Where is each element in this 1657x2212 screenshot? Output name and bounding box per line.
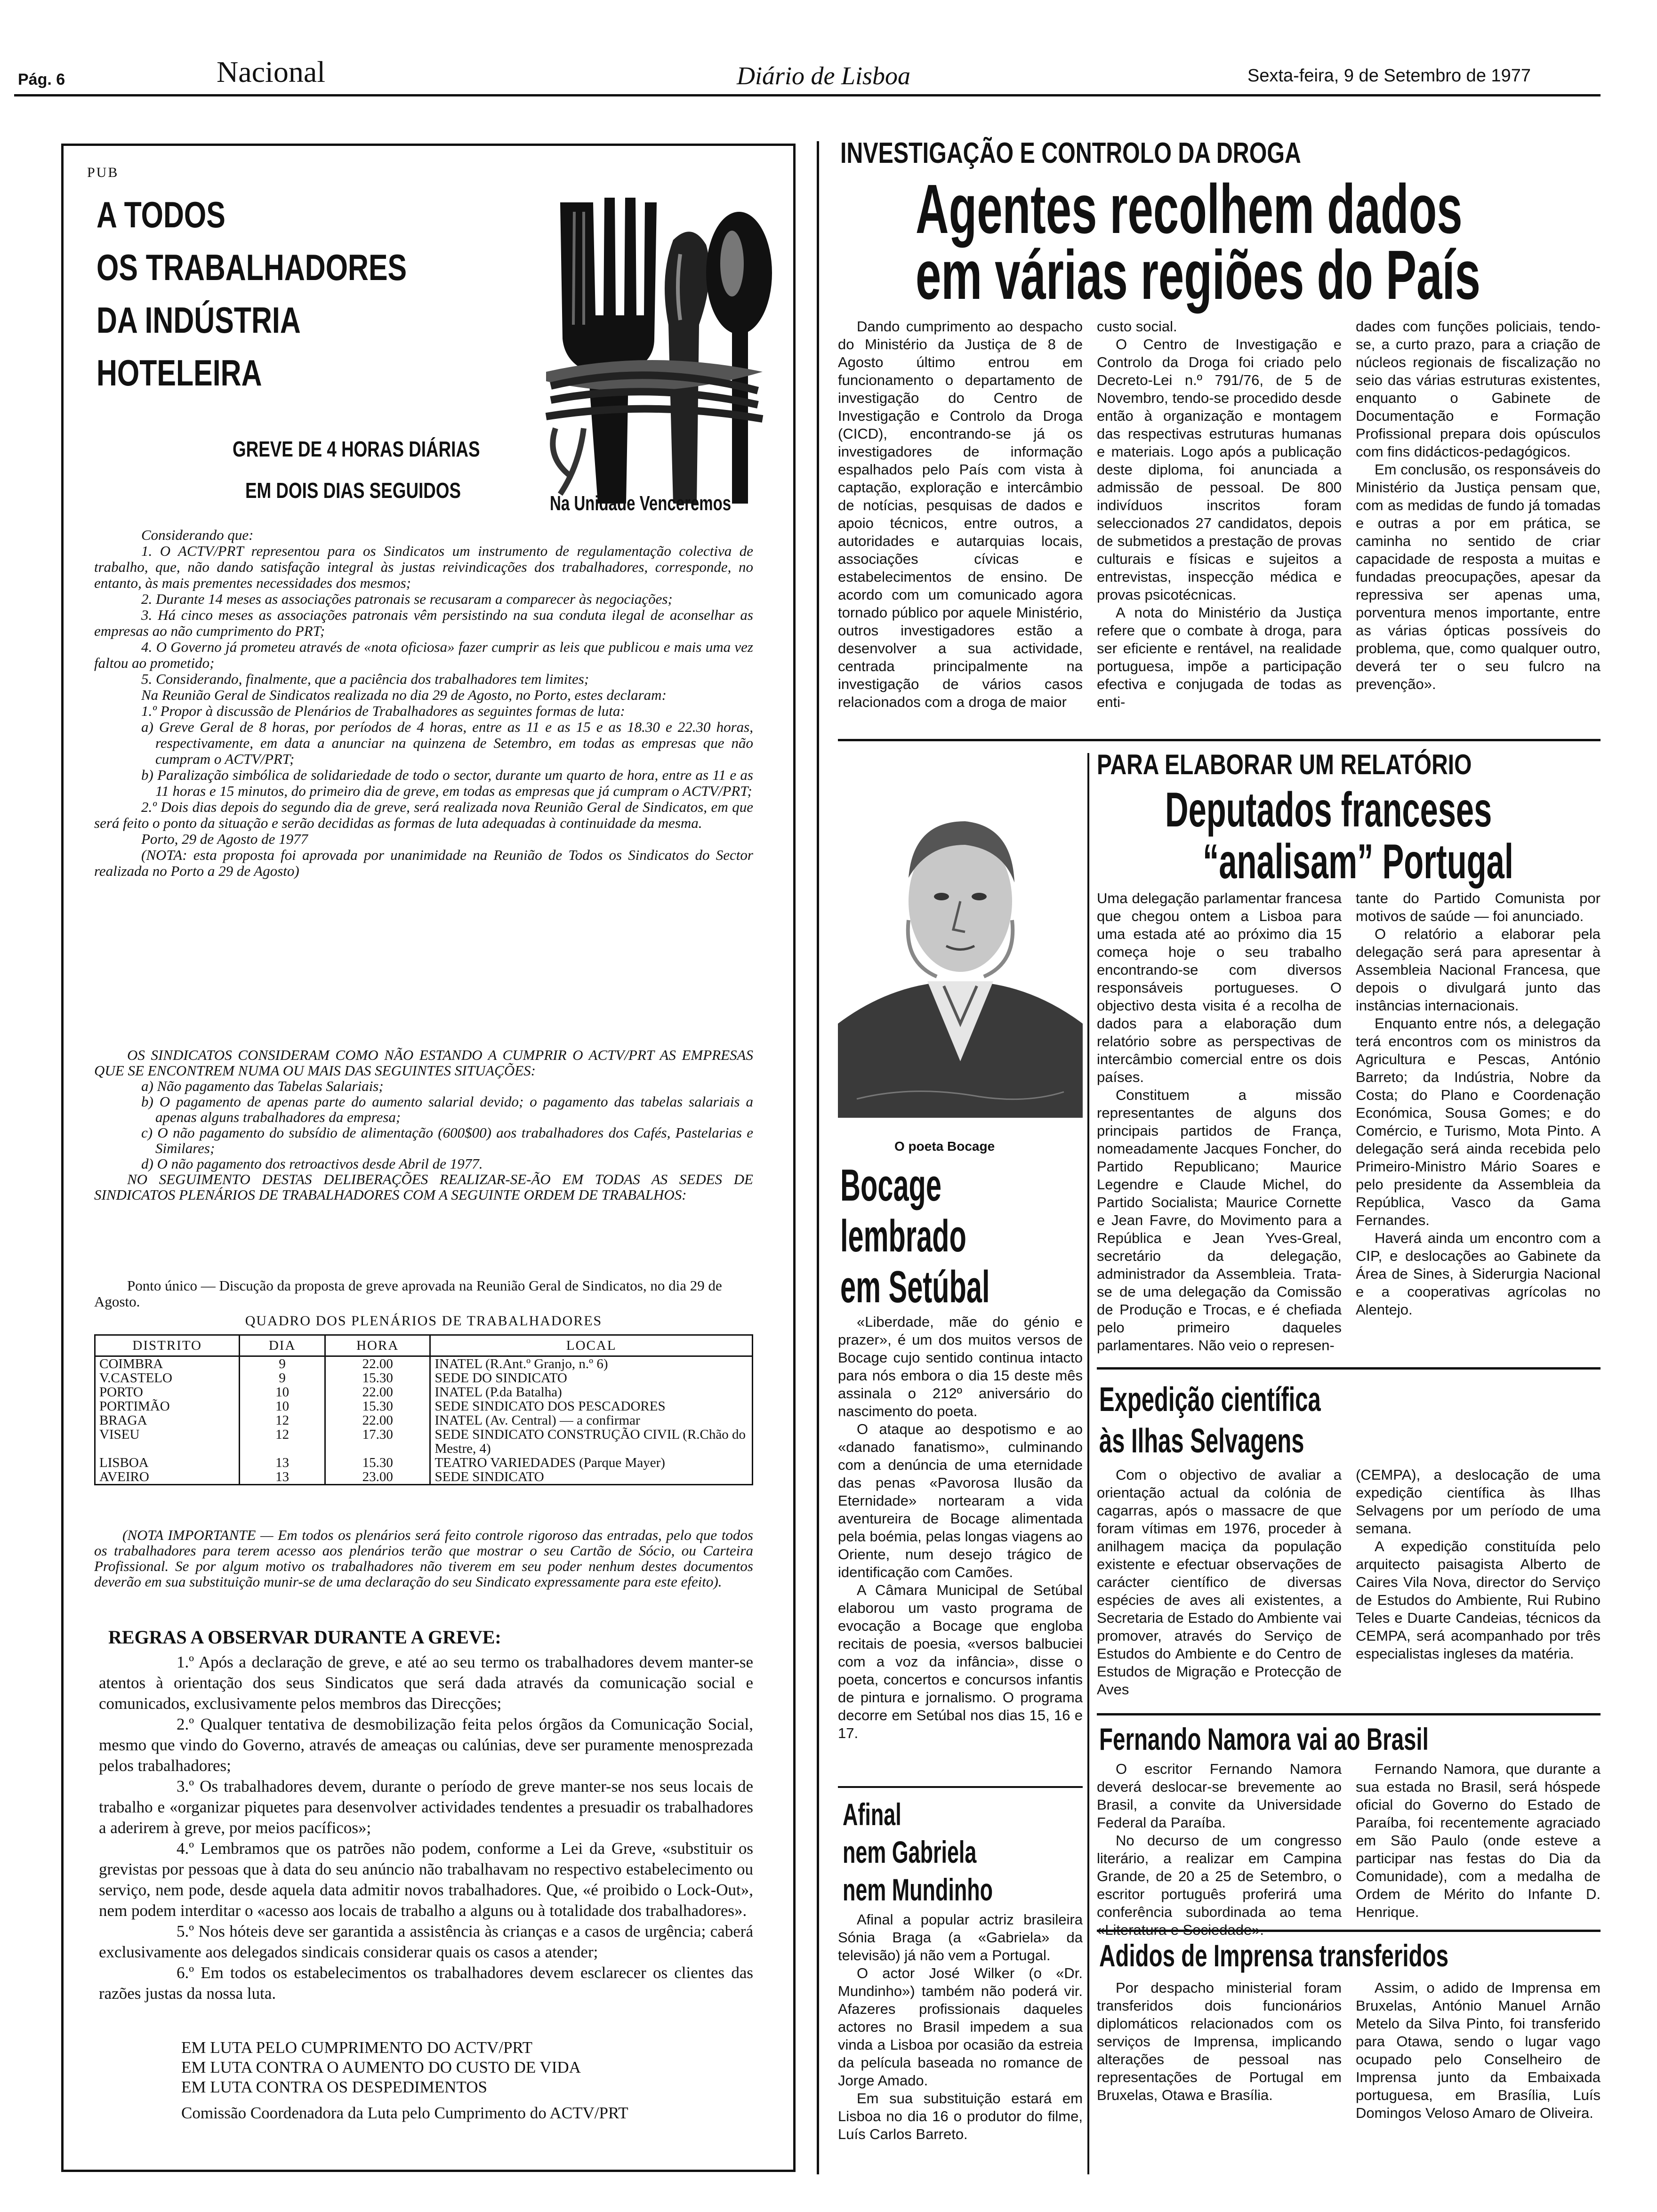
selvagens-title (1099, 1379, 1425, 1462)
adidos-col-1 (1097, 1979, 1342, 2104)
cell-dia: 9 (240, 1371, 325, 1385)
page-number: Pág. 6 (18, 71, 65, 88)
regra-item: 2.º Qualquer tentativa de desmobilização feita pelos órgãos da Comunicação Social, mesmo que vindo do Governo, através de ameaças ou calúnias, deve ser puramente menosprezada pelos trabalhadores; (99, 1715, 753, 1775)
plenarios-table (94, 1334, 753, 1485)
cell-local: SEDE SINDICATO (430, 1470, 753, 1485)
cell-distrito: BRAGA (95, 1413, 240, 1427)
considerando-item: (NOTA: esta proposta foi aprovada por unanimidade na Reunião de Todos os Sindicatos do Sector realizada no Porto a 29 de Agosto) (94, 847, 753, 879)
selvagens-rule (1097, 1713, 1601, 1715)
deputados-col-2 (1356, 890, 1601, 1319)
regra-item: 6.º Em todos os estabelecimentos os trabalhadores devem esclarecer os clientes das razões justas da nossa luta. (99, 1964, 753, 2003)
drug-paragraph: O Centro de Investigação e Controlo da Droga foi criado pelo Decreto-Lei n.º 791/76, de 5 de Novembro, tendo-se procedido desde então à organização e montagem das respectivas estruturas humanas e materiais. Logo após a publicação deste diploma, foi anunciada a admissão de pessoal. De 800 indivíduos inscritos foram seleccionados 27 candidatos, depois de submetidos a prestação de provas culturais e físicas e sujeitos a entrevistas, inspecção médica e provas psicotécnicas. (1097, 336, 1342, 603)
cell-hora: 15.30 (325, 1399, 430, 1413)
namora-title: Fernando Namora vai ao Brasil (1099, 1722, 1429, 1756)
cell-distrito: VISEU (95, 1427, 240, 1456)
situacao-item: a) Não pagamento das Tabelas Salariais; (141, 1078, 384, 1094)
considerando-item: a) Greve Geral de 8 horas, por períodos de 4 horas, entre as 11 e as 15 e as 18.30 e 22.30 horas, respectivamente, em data a anunciar na quinzena de Setembro, em todas as empresas que não cumpram o ACTV/PRT; (141, 719, 753, 767)
cell-local: INATEL (P.da Batalha) (430, 1385, 753, 1399)
nota-importante: (NOTA IMPORTANTE — Em todos os plenários será feito controle rigoroso das entradas, pelo que todos os trabalhadores para terem acesso aos plenários terão que mostrar o seu Cartão de Sócio, ou Carteira Profissional. Se por algum motivo os trabalhadores não tiverem em seu poder nenhum destes documentos deverão em sua substituição munir-se de uma declaração do seu Sindicato expressamente para este efeito). (94, 1527, 753, 1590)
drug-paragraph: Em conclusão, os responsáveis do Ministério da Justiça pensam que, com as medidas de fundo já tomadas e outras a por em prática, se caminha no sentido de criar capacidade de resposta a muitas e fundadas preocupações, apesar da repressiva ser apenas uma, porventura menos importante, entre as várias ópticas possíveis do problema, que, como qualquer outro, deverá ter o seu fulcro na prevenção». (1356, 461, 1601, 692)
table-row (95, 1399, 753, 1413)
drug-paragraph: A nota do Ministério da Justiça refere que o combate à droga, para ser eficiente e rentável, na realidade portuguesa, impõe a participação efectiva e conjugada de todas as enti- (1097, 604, 1342, 710)
strike-line: EM DOIS DIAS SEGUIDOS (245, 478, 461, 503)
ad-headline-line: DA INDÚSTRIA (97, 299, 301, 341)
table-row (95, 1427, 753, 1456)
drug-col-1 (838, 318, 1083, 711)
regra-item: 4.º Lembramos que os patrões não podem, conforme a Lei da Greve, «substituir os grevistas por pessoas que à data do seu anúncio não trabalhavam no respectivo estabelecimento ou serviço, nem pode, desde aquela data admitir novos trabalhadores. Que, «é proibido o Lock-Out», nem podem interditar o «acesso aos locais de trabalho a alguns ou à totalidade dos trabalhadores». (99, 1839, 753, 1920)
deputados-title-line1: Deputados franceses (1165, 783, 1492, 837)
cell-distrito: LISBOA (95, 1456, 240, 1470)
deputados-rule (1097, 1367, 1601, 1370)
deputados-kicker: PARA ELABORAR UM RELATÓRIO (1097, 749, 1472, 780)
gabriela-paragraph: Afinal a popular actriz brasileira Sónia Braga (a «Gabriela» da televisão) já não vem a Portugal. (838, 1911, 1083, 1964)
table-title: QUADRO DOS PLENÁRIOS DE TRABALHADORES (245, 1313, 603, 1329)
column-divider (817, 141, 819, 2174)
strike-line: GREVE DE 4 HORAS DIÁRIAS (233, 437, 480, 461)
table-header: HORA (325, 1335, 430, 1356)
cell-dia: 12 (240, 1427, 325, 1456)
drug-title-line1: Agentes recolhem dados (916, 170, 1463, 248)
considerando-item: 3. Há cinco meses as associações patronais vêm persistindo na sua conduta ilegal de aconselhar as empresas ao não cumprimento do PRT; (94, 607, 753, 639)
situacao-item: d) O não pagamento dos retroactivos desde Abril de 1977. (141, 1155, 483, 1172)
ad-strike-callout (202, 428, 504, 511)
adidos-paragraph: Por despacho ministerial foram transferidos dois funcionários diplomáticos relacionados com os serviços de Imprensa, implicando alterações de pessoal nas representações de Portugal em Bruxelas, Otawa e Brasília. (1097, 1980, 1342, 2103)
cell-hora: 22.00 (325, 1356, 430, 1371)
cell-hora: 22.00 (325, 1385, 430, 1399)
bocage-paragraph: O ataque ao despotismo e ao «danado fanatismo», culminando com a denúncia de uma eternidade das penas «Pavorosa Ilusão da Eternidade» nortearam a vida aventureira de Bocage alimentada pela boémia, pelas longas viagens ao Oriente, num desejo trágico de identificação com Camões. (838, 1421, 1083, 1580)
eye-icon (934, 893, 949, 900)
bocage-title (840, 1160, 1081, 1313)
deputados-paragraph: Enquanto entre nós, a delegação terá encontros com os ministros da Agricultura e Pescas, António Barreto; da Indústria, Nobre da Costa; do Plano e Coordenação Económica, Sousa Gomes; e do Comércio, e Turismo, Mota Pinto. A delegação será ainda recebida pelo Primeiro-Ministro Mário Soares e pelo presidente da Assembleia da República, Vasco da Gama Fernandes. (1356, 1015, 1601, 1228)
considerando-item: 1.º Propor à discussão de Plenários de Trabalhadores as seguintes formas de luta: (141, 703, 625, 719)
regras-title: REGRAS A OBSERVAR DURANTE A GREVE: (108, 1627, 501, 1648)
considerando-item: 2. Durante 14 meses as associações patronais se recusaram a comparecer às negociações; (141, 591, 673, 607)
gabriela-title (843, 1795, 1063, 1908)
drug-paragraph: custo social. (1097, 318, 1177, 335)
drug-col-2 (1097, 318, 1342, 711)
cell-local: SEDE SINDICATO DOS PESCADORES (430, 1399, 753, 1413)
regra-item: 5.º Nos hóteis deve ser garantida a assistência às crianças e a casos de urgência; caberá exclusivamente aos delegados sindicais considerar quais os casos a atender; (99, 1922, 753, 1961)
ad-situacoes (94, 1047, 753, 1202)
cell-hora: 15.30 (325, 1371, 430, 1385)
cell-local: SEDE SINDICATO CONSTRUÇÃO CIVIL (R.Chão do Mestre, 4) (430, 1427, 753, 1456)
drug-title-line2: em várias regiões do País (916, 236, 1480, 314)
table-row (95, 1456, 753, 1470)
drug-kicker: INVESTIGAÇÃO E CONTROLO DA DROGA (840, 137, 1301, 169)
adidos-paragraph: Assim, o adido de Imprensa em Bruxelas, António Manuel Arnão Metelo da Silva Pinto, foi transferido para Otawa, sendo o lugar vago ocupado pelo Conselheiro de Imprensa junto da Embaixada portuguesa, em Brasília, Luís Domingos Veloso Amaro de Oliveira. (1356, 1980, 1601, 2121)
namora-col-1 (1097, 1760, 1342, 1939)
table-header: DISTRITO (95, 1335, 240, 1356)
cell-hora: 22.00 (325, 1413, 430, 1427)
namora-paragraph: Fernando Namora, que durante a sua estada no Brasil, será hóspede oficial do Governo do Estado de Paraíba, foi recentemente agraciado em São Paulo (onde esteve a participar nas festas do Dia da Comunidade), com a medalha de Ordem de Mérito do Infante D. Henrique. (1356, 1761, 1601, 1920)
drug-col-3 (1356, 318, 1601, 693)
drug-paragraph: dades com funções policiais, tendo-se, a curto prazo, para a criação de núcleos regionais de fiscalização no seio das várias estruturas existentes, enquanto o Gabinete de Documentação e Formação Profissional prepara dois opúsculos com fins didácticos-pedagógicos. (1356, 318, 1601, 460)
cell-distrito: COIMBRA (95, 1356, 240, 1371)
section-title: Nacional (217, 55, 325, 88)
cell-local: SEDE DO SINDICATO (430, 1371, 753, 1385)
selvagens-col-2 (1356, 1466, 1601, 1663)
namora-paragraph: O escritor Fernando Namora deverá deslocar-se brevemente ao Brasil, a convite da Universidade Federal da Paraíba. (1097, 1761, 1342, 1831)
table-row (95, 1470, 753, 1485)
bocage-paragraph: «Liberdade, mãe do génio e prazer», é um dos muitos versos de Bocage cujo sentido continua intacto para nós embora o dia 15 deste mês assinala o 212º aniversário do nascimento do poeta. (838, 1314, 1083, 1419)
ad-pub-label: PUB (87, 165, 119, 180)
table-row (95, 1413, 753, 1427)
bocage-paragraph: A Câmara Municipal de Setúbal elaborou um vasto programa de evocação a Bocage que engloba recitais de poesia, «versos balbuciei com a voz da infância», disse o poeta, concertos e concursos infantis de pintura e jornalismo. O programa decorre em Setúbal nos dias 15, 16 e 17. (838, 1582, 1083, 1741)
table-row (95, 1356, 753, 1371)
plenarios-table-wrap (94, 1334, 753, 1485)
bocage-portrait (838, 760, 1083, 1118)
ad-headline-line: HOTELEIRA (97, 352, 262, 393)
table-row (95, 1371, 753, 1385)
gabriela-title-line: Afinal (843, 1797, 901, 1832)
selvagens-title-line: às Ilhas Selvagens (1099, 1422, 1304, 1460)
considerando-item: 2.º Dois dias depois do segundo dia de greve, será realizada nova Reunião Geral de Sindicatos, em que será feito o ponto da situação e serão decididas as formas de luta adequadas à continuidade da mesma. (94, 799, 753, 831)
ponto-unico: Ponto único — Discução da proposta de greve aprovada na Reunião Geral de Sindicatos, no dia 29 de Agosto. (94, 1277, 722, 1310)
cell-dia: 13 (240, 1470, 325, 1485)
cell-distrito: PORTIMÃO (95, 1399, 240, 1413)
cell-hora: 15.30 (325, 1456, 430, 1470)
selvagens-paragraph: A expedição constituída pelo arquitecto paisagista Alberto de Caires Vila Nova, director do Serviço de Estudos do Ambiente, Rui Rubino Teles e Duarte Candeias, técnicos da CEMPA, será acompanhado por três especialistas ingleses da matéria. (1356, 1538, 1601, 1662)
cell-distrito: V.CASTELO (95, 1371, 240, 1385)
table-header: LOCAL (430, 1335, 753, 1356)
ad-slogan: Na Unidade Venceremos (550, 492, 732, 515)
considerando-item: 5. Considerando, finalmente, que a paciência dos trabalhadores tem limites; (141, 671, 589, 687)
regra-item: 3.º Os trabalhadores devem, durante o período de greve manter-se nos seus locais de trabalho e «organizar piquetes para desenvolver actividades tendentes a presuadir os trabalhadores a aderirem à greve, por meios pacíficos»; (99, 1777, 753, 1837)
table-header: DIA (240, 1335, 325, 1356)
cell-local: TEATRO VARIEDADES (Parque Mayer) (430, 1456, 753, 1470)
selvagens-title-line: Expedição científica (1099, 1381, 1321, 1419)
gabriela-body (838, 1911, 1083, 2143)
selvagens-col-1 (1097, 1466, 1342, 1699)
luta-slogans (181, 2038, 581, 2097)
header-rule (14, 94, 1601, 96)
ad-considerandos (94, 527, 753, 879)
adidos-title: Adidos de Imprensa transferidos (1099, 1938, 1449, 1973)
sindicatos-consideram: OS SINDICATOS CONSIDERAM COMO NÃO ESTANDO A CUMPRIR O ACTV/PRT AS EMPRESAS QUE SE ENCONTREM NUMA OU MAIS DAS SEGUINTES SITUAÇÕES: (94, 1047, 753, 1079)
deputados-paragraph: tante do Partido Comunista por motivos de saúde — foi anunciado. (1356, 890, 1601, 924)
bocage-title-line: lembrado (840, 1211, 966, 1261)
cell-distrito: AVEIRO (95, 1470, 240, 1485)
gabriela-paragraph: O actor José Wilker (o «Dr. Mundinho») também não poderá vir. Afazeres profissionais daqueles actores no Brasil impedem a sua vinda a Lisboa por ocasião da estreia da película baseada no romance de Jorge Amado. (838, 1965, 1083, 2089)
considerando-intro: Considerando que: (141, 527, 254, 543)
deputados-title-line2: “analisam” Portugal (1203, 834, 1513, 889)
luta-line: EM LUTA PELO CUMPRIMENTO DO ACTV/PRT (181, 2038, 533, 2057)
cell-dia: 9 (240, 1356, 325, 1371)
regras-list (99, 1652, 753, 2004)
cell-local: INATEL (R.Ant.º Granjo, n.º 6) (430, 1356, 753, 1371)
considerando-item: 4. O Governo já prometeu através de «nota oficiosa» fazer cumprir as leis que publicou e mais uma vez faltou ao prometido; (94, 639, 753, 671)
table-row (95, 1385, 753, 1399)
deputados-col-1 (1097, 890, 1342, 1354)
situacao-item: b) O pagamento de apenas parte do aumento salarial devido; o pagamento das tabelas salariais a apenas alguns trabalhadores da empresa; (141, 1093, 753, 1125)
selvagens-paragraph: Com o objectivo de avaliar a orientação actual da colónia de cagarras, após o massacre de que foram vítimas em 1976, proceder à anilhagem maciça da população existente e efectuar observações de carácter científico de diversas espécies de aves ali existentes, a Secretaria de Estado do Ambiente vai promover, através do Serviço de Estudos do Ambiente e do Centro de Estudos de Migração e Protecção de Aves (1097, 1467, 1342, 1698)
cell-dia: 10 (240, 1385, 325, 1399)
considerando-item: 1. O ACTV/PRT representou para os Sindicatos um instrumento de regulamentação colectiva de trabalho, que, não dando satisfação integral às justas reivindicações dos trabalhadores, corresponde, no entanto, às mais prementes necessidades dos mesmos; (94, 543, 753, 591)
gabriela-title-line: nem Gabriela (843, 1835, 977, 1869)
namora-paragraph: No decurso de um congresso literário, a realizar em Campina Grande, de 20 a 25 de Setembro, o escritor português proferirá uma conferência subordinada ao tema (1097, 1832, 1342, 1920)
ad-signature: Comissão Coordenadora da Luta pelo Cumprimento do ACTV/PRT (181, 2104, 628, 2122)
deputados-paragraph: Uma delegação parlamentar francesa que chegou ontem a Lisboa para uma estada até ao próximo dia 15 começa hoje o seu trabalho encontrando-se com diversos responsáveis portugueses. O objectivo desta visita é a recolha de dados para a elaboração dum relatório sobre as perspectivas de intercâmbio comercial entre os dois países. (1097, 890, 1342, 1085)
gabriela-title-line: nem Mundinho (843, 1872, 993, 1907)
deputados-paragraph: O relatório a elaborar pela delegação será para apresentar à Assembleia Nacional Francesa, que depois o divulgará junto das instâncias internacionais. (1356, 926, 1601, 1014)
drug-paragraph: Dando cumprimento ao despacho do Ministério da Justiça de 8 de Agosto último entrou em funcionamento o departamento de investigação do Centro de Investigação e Controlo da Droga (CICD), encontrando-se já os investigadores de informação espalhados pelo País com vista à captação, exploração e intercâmbio de notícias, pesquisas de dados e apoio técnicos, entre outros, a autoridades e autarquias locais, associações cívicas e estabelecimentos de ensino. De acordo com um comunicado agora tornado público por aquele Ministério, outros investigadores estão a desenvolver a sua actividade, centrada principalmente na investigação de vários casos relacionados com a droga de maior (838, 318, 1083, 710)
cell-dia: 10 (240, 1399, 325, 1413)
luta-line: EM LUTA CONTRA OS DESPEDIMENTOS (181, 2078, 487, 2096)
considerando-item: b) Paralização simbólica de solidariedade de todo o sector, durante um quarto de hora, entre as 11 e as 11 horas e 15 minutos, do primeiro dia de greve, em todas as empresas que já cumpram o ACTV/PRT; (141, 767, 753, 799)
masthead: Diário de Lisboa (737, 62, 911, 90)
bocage-rule (838, 1786, 1083, 1788)
cutlery-illustration (518, 184, 781, 504)
cell-distrito: PORTO (95, 1385, 240, 1399)
regra-item: 1.º Após a declaração de greve, e até ao seu termo os trabalhadores devem manter-se atentos à orientação dos seus Sindicatos que será dada através da comunicação social e comunicados, exclusivamente pelos membros das Direcções; (99, 1653, 753, 1713)
cell-local: INATEL (Av. Central) — a confirmar (430, 1413, 753, 1427)
deputados-paragraph: Haverá ainda um encontro com a CIP, e deslocações ao Gabinete da Área de Sines, à Siderurgia Nacional e a cooperativas agrícolas no Alentejo. (1356, 1230, 1601, 1318)
eye-icon (972, 893, 987, 900)
gutter-rule (1087, 753, 1089, 2174)
bocage-title-line: em Setúbal (840, 1262, 990, 1312)
selvagens-paragraph: (CEMPA), a deslocação de uma expedição científica às Ilhas Selvagens por um período de uma semana. (1356, 1467, 1601, 1537)
deputados-paragraph: Constituem a missão representantes de alguns dos principais partidos de França, nomeadamente Jacques Foncher, do Partido Republicano; Maurice Legendre e Claude Michel, do Partido Socialista; Maurice Cornette e Jean Favre, do Movimento para a República e Jean Yves-Greal, secretário da delegação, administrador da Assembleia. Trata-se de uma delegação da Comissão de Produção e Trocas, e é chefiada pelo primeiro daqueles parlamentares. Não veio o represen- (1097, 1087, 1342, 1354)
adidos-col-2 (1356, 1979, 1601, 2122)
issue-date: Sexta-feira, 9 de Setembro de 1977 (1247, 66, 1531, 86)
cell-dia: 13 (240, 1456, 325, 1470)
bocage-body (838, 1313, 1083, 1742)
cell-hora: 23.00 (325, 1470, 430, 1485)
considerando-item: Porto, 29 de Agosto de 1977 (141, 831, 308, 847)
cell-dia: 12 (240, 1413, 325, 1427)
table-header-row (95, 1335, 753, 1356)
ad-headline-line: OS TRABALHADORES (97, 247, 407, 288)
ad-headline (97, 188, 494, 399)
seguimento: NO SEGUIMENTO DESTAS DELIBERAÇÕES REALIZAR-SE-ÃO EM TODAS AS SEDES DE SINDICATOS PLENÁRIOS DE TRABALHADORES COM A SEGUINTE ORDEM DE TRABALHOS: (94, 1171, 753, 1203)
drug-rule (838, 739, 1601, 741)
situacao-item: c) O não pagamento do subsídio de alimentação (600$00) aos trabalhadores dos Cafés, Pastelarias e Similares; (141, 1124, 753, 1156)
cell-hora: 17.30 (325, 1427, 430, 1456)
luta-line: EM LUTA CONTRA O AUMENTO DO CUSTO DE VIDA (181, 2058, 581, 2076)
bocage-title-line: Bocage (840, 1160, 942, 1210)
considerando-item: Na Reunião Geral de Sindicatos realizada no dia 29 de Agosto, no Porto, estes declaram: (141, 687, 667, 703)
namora-col-2 (1356, 1760, 1601, 1921)
ad-headline-line: A TODOS (97, 194, 225, 235)
gabriela-paragraph: Em sua substituição estará em Lisboa no dia 16 o produtor do filme, Luís Carlos Barreto. (838, 2090, 1083, 2142)
bocage-caption: O poeta Bocage (894, 1139, 995, 1154)
namora-rule (1097, 1930, 1601, 1932)
